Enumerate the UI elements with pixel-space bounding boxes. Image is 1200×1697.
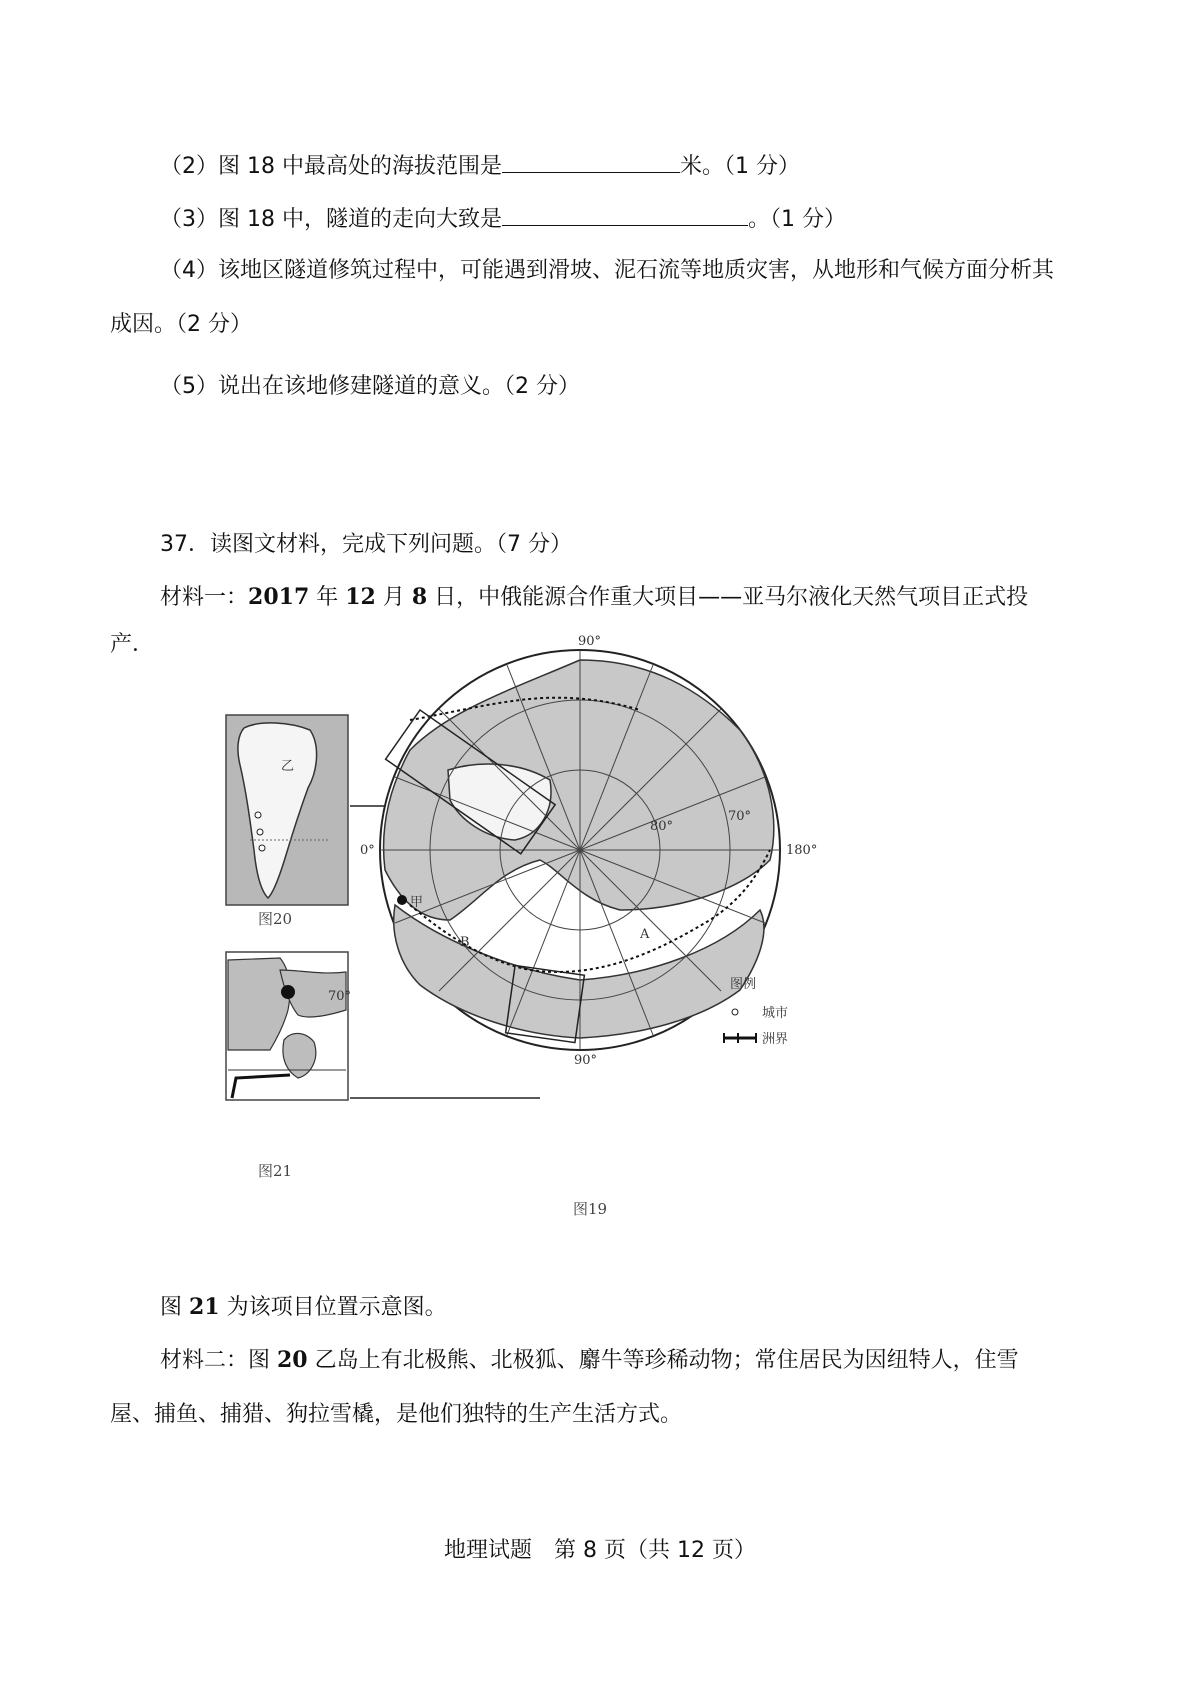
answer-blank (502, 203, 748, 226)
latitude-80-label: 80° (650, 819, 674, 834)
city-marker (255, 812, 261, 818)
material-1-line2: 产． (110, 632, 155, 657)
figure-21-map (226, 952, 351, 1100)
page-footer: 地理试题 第 8 页（共 12 页） (444, 1538, 756, 1563)
project-location-marker (281, 985, 295, 999)
figure-19-polar-map (360, 634, 817, 1068)
meridian-0-label: 0° (360, 843, 375, 858)
label-a: A (640, 927, 650, 942)
fig21-latitude-label: 70° (328, 989, 352, 1004)
meridian-180-label: 180° (786, 843, 818, 858)
material-2-line1: 材料二：图 20 乙岛上有北极熊、北极狐、麝牛等珍稀动物；常住居民为因纽特人，住雪 (160, 1347, 1019, 1373)
figure-group (180, 634, 940, 1250)
meridian-90-bottom-label: 90° (574, 1053, 598, 1068)
material-2-line2: 屋、捕鱼、捕猎、狗拉雪橇，是他们独特的生产生活方式。 (110, 1402, 683, 1427)
figure-21-note: 图 21 为该项目位置示意图。 (160, 1294, 447, 1320)
figure-21-caption: 图21 (258, 1162, 293, 1180)
city-marker (259, 845, 265, 851)
legend-city-icon (732, 1009, 738, 1015)
label-b: B (460, 935, 470, 950)
question-4-line2: 成因。（2 分） (110, 312, 252, 337)
question-4-line1: （4）该地区隧道修筑过程中，可能遇到滑坡、泥石流等地质灾害，从地形和气候方面分析其 (160, 258, 1055, 283)
figure-19-caption: 图19 (573, 1200, 608, 1218)
legend (724, 977, 788, 1047)
legend-boundary-icon (724, 1033, 756, 1043)
legend-title: 图例 (730, 977, 757, 992)
city-jia-marker (397, 895, 407, 905)
answer-blank (502, 150, 680, 173)
material-1-line1: 材料一：2017 年 12 月 8 日，中俄能源合作重大项目——亚马尔液化天然气项目正式投 (160, 584, 1029, 610)
figure-20-caption: 图20 (258, 910, 293, 928)
legend-boundary-label: 洲界 (762, 1032, 789, 1047)
question-3: （3）图 18 中，隧道的走向大致是 。（1 分） (160, 203, 846, 235)
question-5: （5）说出在该地修建隧道的意义。（2 分） (160, 374, 580, 399)
latitude-70-label: 70° (728, 809, 752, 824)
meridian-90-top-label: 90° (578, 634, 602, 649)
city-jia-label: 甲 (410, 895, 424, 910)
figure-20-map (226, 715, 348, 905)
legend-city-label: 城市 (762, 1006, 789, 1021)
city-marker (257, 829, 263, 835)
question-37: 37．读图文材料，完成下列问题。（7 分） (160, 532, 572, 557)
island-yi-label: 乙 (281, 759, 295, 774)
question-2: （2）图 18 中最高处的海拔范围是 米。（1 分） (160, 150, 800, 182)
